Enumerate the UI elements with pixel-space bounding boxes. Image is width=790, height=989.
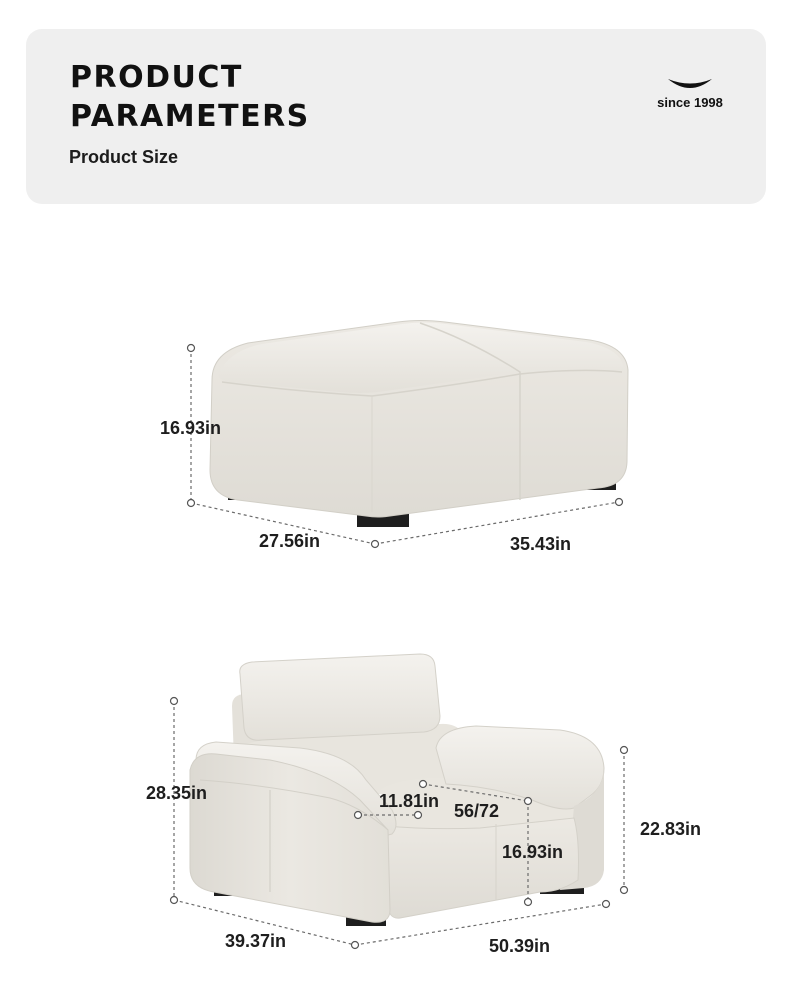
armchair-front-base	[386, 818, 579, 918]
armchair-illustration	[190, 654, 604, 926]
ottoman-illustration	[210, 321, 628, 528]
ottoman-height-label: 16.93in	[160, 418, 222, 438]
armchair-seat-height-label: 16.93in	[502, 842, 564, 862]
armchair-headrest	[240, 654, 440, 740]
armchair-arm-width-label: 11.81in	[379, 791, 440, 811]
ottoman-depth-label: 27.56in	[259, 531, 321, 551]
ottoman-width-label: 35.43in	[510, 534, 572, 554]
page-title-line-1: PRODUCT	[70, 60, 243, 95]
page-subtitle: Product Size	[69, 147, 179, 167]
armchair-seat-depth-label: 56/72	[454, 801, 500, 821]
page-title-line-2: PARAMETERS	[70, 99, 310, 134]
armchair-total-height-label: 28.35in	[146, 783, 208, 803]
armchair-arm-height-label: 22.83in	[640, 819, 702, 839]
brand-tagline: since 1998	[657, 95, 723, 110]
armchair-depth-label: 39.37in	[225, 931, 287, 951]
armchair-width-label: 50.39in	[489, 936, 551, 956]
